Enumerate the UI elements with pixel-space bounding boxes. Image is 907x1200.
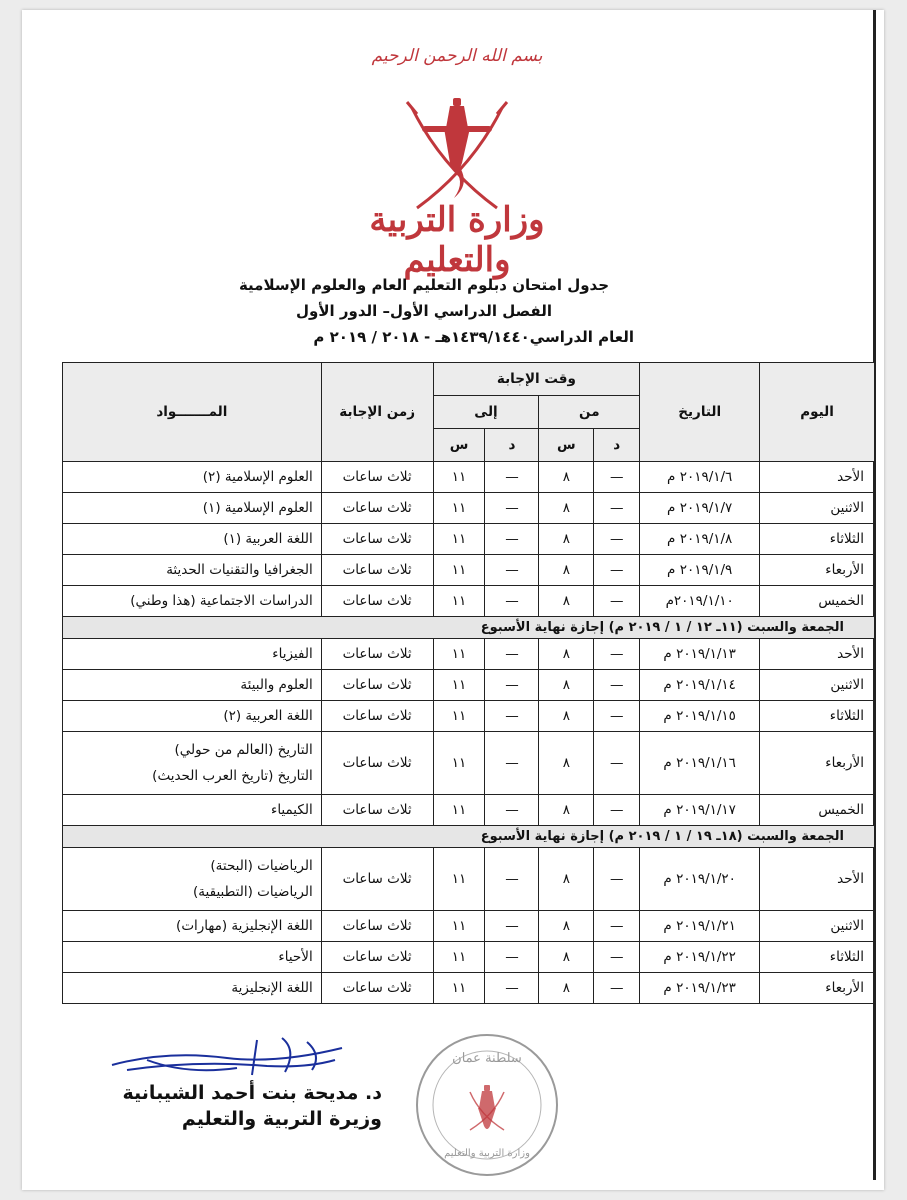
day-cell: الأحد: [760, 848, 875, 911]
date-cell: ٢٠١٩/١/٢١ م: [640, 911, 760, 942]
subject-name: الرياضيات (البحتة): [210, 858, 313, 874]
from-minute-cell: —: [594, 848, 640, 911]
to-hour-cell: ١١: [433, 555, 485, 586]
date-cell: ٢٠١٩/١/٦ م: [640, 462, 760, 493]
from-hour-cell: ٨: [539, 555, 594, 586]
to-hour-cell: ١١: [433, 973, 485, 1004]
day-cell: الأربعاء: [760, 973, 875, 1004]
table-row: [63, 493, 875, 524]
subject-name: التاريخ (تاريخ العرب الحديث): [152, 768, 313, 784]
table-row: [63, 586, 875, 617]
to-hour-cell: ١١: [433, 462, 485, 493]
subject-cell: [63, 493, 322, 524]
subject-cell: [63, 701, 322, 732]
to-minute-cell: —: [485, 493, 539, 524]
exam-schedule-table: [62, 362, 875, 1004]
table-row: [63, 639, 875, 670]
stamp-top-text: سلطنة عمان: [452, 1051, 522, 1066]
day-cell: الثلاثاء: [760, 701, 875, 732]
date-cell: ٢٠١٩/١/١٣ م: [640, 639, 760, 670]
date-cell: ٢٠١٩/١/٢٣ م: [640, 973, 760, 1004]
table-row: [63, 524, 875, 555]
title-line-3: العام الدراسي١٤٣٩/١٤٤٠هـ - ٢٠١٨ / ٢٠١٩ م: [313, 328, 634, 346]
to-minute-cell: —: [485, 555, 539, 586]
from-minute-cell: —: [594, 942, 640, 973]
to-minute-cell: —: [485, 911, 539, 942]
table-row: [63, 911, 875, 942]
duration-cell: ثلاث ساعات: [321, 911, 433, 942]
subject-cell: [63, 639, 322, 670]
table-row: [63, 973, 875, 1004]
day-cell: الخميس: [760, 586, 875, 617]
subject-name: اللغة العربية (٢): [223, 708, 313, 724]
from-minute-cell: —: [594, 670, 640, 701]
to-hour-cell: ١١: [433, 701, 485, 732]
duration-cell: ثلاث ساعات: [321, 639, 433, 670]
subject-cell: [63, 555, 322, 586]
handwritten-signature: [107, 1030, 347, 1085]
from-hour-cell: ٨: [539, 462, 594, 493]
date-cell: ٢٠١٩/١/١٧ م: [640, 795, 760, 826]
subject-cell: [63, 911, 322, 942]
weekend-row: [63, 617, 875, 639]
ministry-name: وزارة التربية والتعليم: [369, 200, 545, 280]
date-cell: ٢٠١٩/١/١٤ م: [640, 670, 760, 701]
duration-cell: ثلاث ساعات: [321, 524, 433, 555]
day-cell: الاثنين: [760, 493, 875, 524]
subject-cell: [63, 524, 322, 555]
subject-name: الأحياء: [278, 949, 313, 965]
table-row: [63, 462, 875, 493]
subject-cell: [63, 462, 322, 493]
from-hour-cell: ٨: [539, 942, 594, 973]
from-minute-cell: —: [594, 555, 640, 586]
to-minute-cell: —: [485, 639, 539, 670]
header-from-hour: س: [539, 429, 594, 462]
duration-cell: ثلاث ساعات: [321, 555, 433, 586]
weekend-note: الجمعة والسبت (١٨ـ ١٩ / ١ / ٢٠١٩ م) إجازة نهاية الأسبوع: [63, 826, 875, 848]
from-hour-cell: ٨: [539, 973, 594, 1004]
to-hour-cell: ١١: [433, 639, 485, 670]
document-titles: [214, 272, 634, 350]
date-cell: ٢٠١٩/١/٢٠ م: [640, 848, 760, 911]
header-from-minute: د: [594, 429, 640, 462]
from-hour-cell: ٨: [539, 524, 594, 555]
header-subjects: المـــــــواد: [63, 363, 322, 462]
subject-name: الجغرافيا والتقنيات الحديثة: [166, 562, 313, 578]
duration-cell: ثلاث ساعات: [321, 795, 433, 826]
duration-cell: ثلاث ساعات: [321, 732, 433, 795]
from-minute-cell: —: [594, 493, 640, 524]
to-minute-cell: —: [485, 973, 539, 1004]
from-minute-cell: —: [594, 462, 640, 493]
signatory-block: [82, 1080, 382, 1132]
date-cell: ٢٠١٩/١/٨ م: [640, 524, 760, 555]
basmala-text: بسم الله الرحمن الرحيم: [371, 46, 543, 66]
from-minute-cell: —: [594, 732, 640, 795]
subject-cell: [63, 586, 322, 617]
official-stamp: [412, 1030, 562, 1180]
date-cell: ٢٠١٩/١/٢٢ م: [640, 942, 760, 973]
date-cell: ٢٠١٩/١/١٦ م: [640, 732, 760, 795]
day-cell: الأحد: [760, 639, 875, 670]
to-minute-cell: —: [485, 732, 539, 795]
duration-cell: ثلاث ساعات: [321, 973, 433, 1004]
date-cell: ٢٠١٩/١/١٥ م: [640, 701, 760, 732]
subject-name: الرياضيات (التطبيقية): [193, 884, 313, 900]
to-minute-cell: —: [485, 670, 539, 701]
table-row: [63, 848, 875, 911]
subject-name: التاريخ (العالم من حولي): [174, 742, 313, 758]
header-to-hour: س: [433, 429, 485, 462]
weekend-note: الجمعة والسبت (١١ـ ١٢ / ١ / ٢٠١٩ م) إجازة نهاية الأسبوع: [63, 617, 875, 639]
table-row: [63, 701, 875, 732]
table-row: [63, 732, 875, 795]
from-minute-cell: —: [594, 973, 640, 1004]
duration-cell: ثلاث ساعات: [321, 670, 433, 701]
from-hour-cell: ٨: [539, 848, 594, 911]
day-cell: الاثنين: [760, 911, 875, 942]
subject-cell: [63, 795, 322, 826]
stamp-bottom-text: وزارة التربية والتعليم: [444, 1148, 530, 1159]
table-row: [63, 670, 875, 701]
header-to-minute: د: [485, 429, 539, 462]
from-hour-cell: ٨: [539, 795, 594, 826]
header-to: إلى: [433, 396, 539, 429]
table-row: [63, 942, 875, 973]
from-hour-cell: ٨: [539, 639, 594, 670]
to-minute-cell: —: [485, 795, 539, 826]
from-minute-cell: —: [594, 911, 640, 942]
subject-name: اللغة العربية (١): [223, 531, 313, 547]
date-cell: ٢٠١٩/١/١٠م: [640, 586, 760, 617]
weekend-row: [63, 826, 875, 848]
duration-cell: ثلاث ساعات: [321, 848, 433, 911]
from-hour-cell: ٨: [539, 670, 594, 701]
subject-name: الكيمياء: [270, 802, 313, 818]
from-hour-cell: ٨: [539, 493, 594, 524]
day-cell: الاثنين: [760, 670, 875, 701]
document-page: [22, 10, 884, 1190]
header-day: اليوم: [760, 363, 875, 462]
to-minute-cell: —: [485, 701, 539, 732]
table-row: [63, 795, 875, 826]
duration-cell: ثلاث ساعات: [321, 942, 433, 973]
date-cell: ٢٠١٩/١/٩ م: [640, 555, 760, 586]
from-minute-cell: —: [594, 701, 640, 732]
subject-cell: [63, 848, 322, 911]
from-hour-cell: ٨: [539, 586, 594, 617]
to-minute-cell: —: [485, 586, 539, 617]
date-cell: ٢٠١٩/١/٧ م: [640, 493, 760, 524]
to-hour-cell: ١١: [433, 586, 485, 617]
to-hour-cell: ١١: [433, 670, 485, 701]
subject-name: الدراسات الاجتماعية (هذا وطني): [130, 593, 313, 609]
signatory-title: وزيرة التربية والتعليم: [181, 1108, 382, 1130]
duration-cell: ثلاث ساعات: [321, 462, 433, 493]
to-hour-cell: ١١: [433, 795, 485, 826]
to-minute-cell: —: [485, 524, 539, 555]
day-cell: الثلاثاء: [760, 942, 875, 973]
from-hour-cell: ٨: [539, 911, 594, 942]
subject-name: العلوم الإسلامية (٢): [202, 469, 313, 485]
ministry-header: [322, 40, 592, 280]
subject-name: العلوم والبيئة: [240, 677, 313, 693]
subject-cell: [63, 973, 322, 1004]
to-minute-cell: —: [485, 942, 539, 973]
day-cell: الخميس: [760, 795, 875, 826]
day-cell: الأحد: [760, 462, 875, 493]
header-date: التاريخ: [640, 363, 760, 462]
from-hour-cell: ٨: [539, 732, 594, 795]
to-hour-cell: ١١: [433, 911, 485, 942]
to-hour-cell: ١١: [433, 493, 485, 524]
to-hour-cell: ١١: [433, 848, 485, 911]
from-hour-cell: ٨: [539, 701, 594, 732]
header-from: من: [539, 396, 640, 429]
table-row: [63, 555, 875, 586]
subject-name: اللغة الإنجليزية (مهارات): [176, 918, 313, 934]
subject-cell: [63, 732, 322, 795]
title-line-1: جدول امتحان دبلوم التعليم العام والعلوم الإسلامية: [238, 276, 610, 294]
signatory-name: د. مديحة بنت أحمد الشيبانية: [122, 1082, 382, 1104]
day-cell: الأربعاء: [760, 732, 875, 795]
from-minute-cell: —: [594, 524, 640, 555]
to-minute-cell: —: [485, 848, 539, 911]
from-minute-cell: —: [594, 639, 640, 670]
duration-cell: ثلاث ساعات: [321, 586, 433, 617]
subject-name: الفيزياء: [272, 646, 313, 662]
header-answer-time: وقت الإجابة: [433, 363, 640, 396]
subject-name: العلوم الإسلامية (١): [202, 500, 313, 516]
to-hour-cell: ١١: [433, 942, 485, 973]
subject-cell: [63, 670, 322, 701]
to-hour-cell: ١١: [433, 732, 485, 795]
from-minute-cell: —: [594, 586, 640, 617]
duration-cell: ثلاث ساعات: [321, 701, 433, 732]
to-hour-cell: ١١: [433, 524, 485, 555]
day-cell: الأربعاء: [760, 555, 875, 586]
from-minute-cell: —: [594, 795, 640, 826]
duration-cell: ثلاث ساعات: [321, 493, 433, 524]
subject-name: اللغة الإنجليزية: [231, 980, 313, 996]
to-minute-cell: —: [485, 462, 539, 493]
header-duration: زمن الإجابة: [321, 363, 433, 462]
title-line-2: الفصل الدراسي الأول– الدور الأول: [296, 302, 552, 320]
subject-cell: [63, 942, 322, 973]
day-cell: الثلاثاء: [760, 524, 875, 555]
